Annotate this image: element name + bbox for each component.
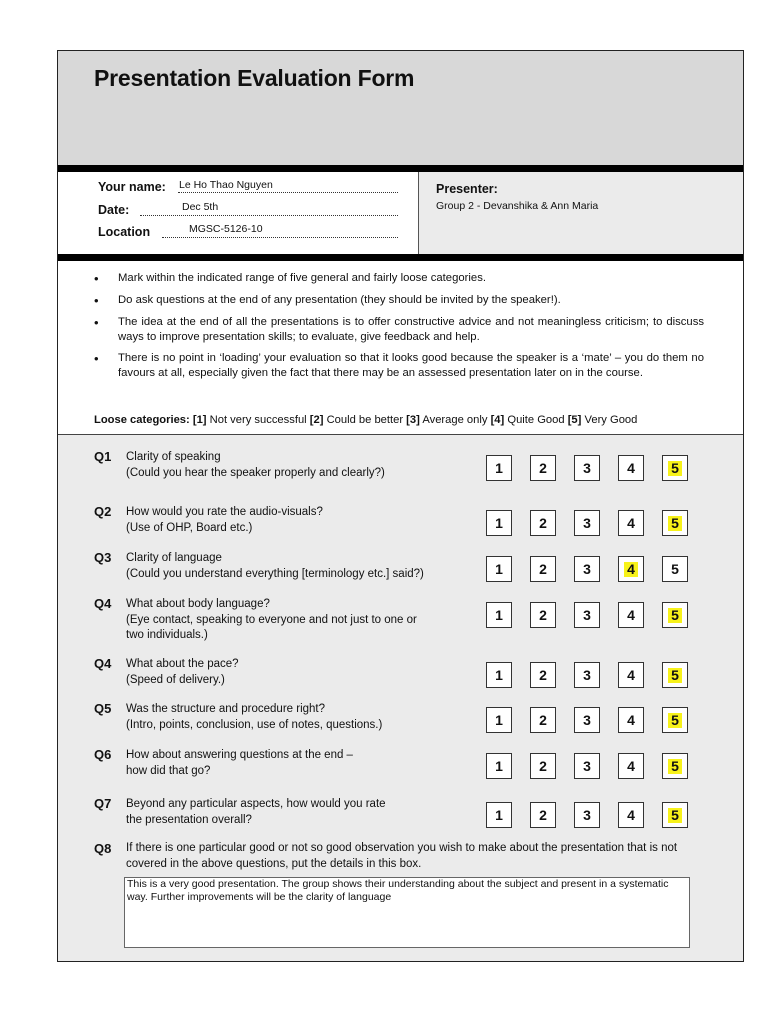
rating-value: 2 bbox=[539, 711, 547, 728]
question-line: two individuals.) bbox=[126, 629, 208, 641]
rating-box-3[interactable] bbox=[574, 602, 600, 628]
question-text bbox=[126, 748, 476, 779]
rating-value: 2 bbox=[539, 560, 547, 577]
rating-value: 4 bbox=[627, 757, 635, 774]
question-text bbox=[126, 551, 476, 582]
rating-box-1[interactable] bbox=[486, 455, 512, 481]
rating-value: 4 bbox=[627, 666, 635, 683]
rating-box-1[interactable] bbox=[486, 602, 512, 628]
rating-value: 1 bbox=[495, 806, 503, 823]
rating-value: 2 bbox=[539, 666, 547, 683]
rating-box-4[interactable] bbox=[618, 455, 644, 481]
rating-box-2[interactable] bbox=[530, 510, 556, 536]
rating-box-3[interactable] bbox=[574, 707, 600, 733]
rating-box-2[interactable] bbox=[530, 707, 556, 733]
rating-box-1[interactable] bbox=[486, 662, 512, 688]
rating-value: 5 bbox=[668, 461, 682, 476]
instructions bbox=[58, 261, 743, 408]
category-key: [5] bbox=[567, 414, 582, 426]
rating-value: 4 bbox=[627, 459, 635, 476]
question-line: (Could you hear the speaker properly and clearly?) bbox=[126, 466, 385, 479]
rating-box-3[interactable] bbox=[574, 662, 600, 688]
rating-value: 1 bbox=[495, 606, 503, 623]
category-key: [2] bbox=[309, 414, 324, 426]
rating-value: 5 bbox=[668, 759, 682, 774]
rating-value: 1 bbox=[495, 757, 503, 774]
rating-value: 5 bbox=[668, 608, 682, 623]
question-text bbox=[126, 597, 476, 644]
rating-value: 5 bbox=[668, 516, 682, 531]
rating-value: 3 bbox=[583, 514, 591, 531]
rating-box-5[interactable] bbox=[662, 662, 688, 688]
rating-value: 4 bbox=[627, 606, 635, 623]
rating-box-2[interactable] bbox=[530, 556, 556, 582]
category-key: [1] bbox=[192, 414, 207, 426]
rating-box-2[interactable] bbox=[530, 602, 556, 628]
rating-value: 3 bbox=[583, 666, 591, 683]
question-line: Clarity of speaking bbox=[126, 451, 221, 463]
question-number: Q5 bbox=[94, 701, 112, 716]
rating-value: 1 bbox=[495, 711, 503, 728]
rating-box-3[interactable] bbox=[574, 556, 600, 582]
question-line: Was the structure and procedure right? bbox=[126, 703, 326, 715]
question-number: Q3 bbox=[94, 550, 112, 565]
rating-box-5[interactable] bbox=[662, 556, 688, 582]
rating-value: 5 bbox=[671, 560, 679, 577]
question-number: Q6 bbox=[94, 747, 112, 762]
rating-box-3[interactable] bbox=[574, 802, 600, 828]
rating-value: 3 bbox=[583, 606, 591, 623]
question-text bbox=[126, 702, 476, 733]
question-line: How would you rate the audio-visuals? bbox=[126, 506, 323, 518]
divider bbox=[58, 165, 743, 172]
rating-box-5[interactable] bbox=[662, 510, 688, 536]
rating-value: 5 bbox=[668, 713, 682, 728]
category-text: Very Good bbox=[584, 414, 638, 426]
question-line: Beyond any particular aspects, how would you rate bbox=[126, 798, 386, 810]
instruction-item: • The idea at the end of all the presentations is to offer constructive advice and not meaningless criticism; to discuss ways to improve presentation skills; to evaluate, give feedback and help. bbox=[118, 315, 704, 345]
rating-box-2[interactable] bbox=[530, 753, 556, 779]
rating-value: 4 bbox=[627, 806, 635, 823]
categories-legend bbox=[58, 407, 743, 435]
rating-box-4[interactable] bbox=[618, 662, 644, 688]
rating-box-5[interactable] bbox=[662, 802, 688, 828]
rating-value: 4 bbox=[627, 514, 635, 531]
question-line: how did that go? bbox=[126, 764, 211, 777]
rating-value: 3 bbox=[583, 711, 591, 728]
location-line bbox=[162, 237, 398, 238]
rating-box-4[interactable] bbox=[618, 707, 644, 733]
question-line: Clarity of language bbox=[126, 552, 222, 564]
category-key: [4] bbox=[490, 414, 505, 426]
presenter-input[interactable]: Group 2 - Devanshika & Ann Maria bbox=[436, 200, 599, 212]
rating-value: 1 bbox=[495, 514, 503, 531]
rating-box-3[interactable] bbox=[574, 510, 600, 536]
rating-box-2[interactable] bbox=[530, 662, 556, 688]
rating-value: 2 bbox=[539, 806, 547, 823]
rating-box-3[interactable] bbox=[574, 455, 600, 481]
rating-box-5[interactable] bbox=[662, 455, 688, 481]
question-line: What about body language? bbox=[126, 598, 270, 610]
rating-box-5[interactable] bbox=[662, 707, 688, 733]
location-input[interactable]: MGSC-5126-10 bbox=[189, 223, 263, 235]
rating-box-2[interactable] bbox=[530, 802, 556, 828]
rating-box-3[interactable] bbox=[574, 753, 600, 779]
evaluation-form bbox=[57, 50, 744, 962]
question-number: Q1 bbox=[94, 449, 112, 464]
category-key: [3] bbox=[406, 414, 420, 426]
rating-value: 1 bbox=[495, 560, 503, 577]
rating-box-4[interactable] bbox=[618, 510, 644, 536]
rating-value: 3 bbox=[583, 560, 591, 577]
q8-text: If there is one particular good or not so good observation you wish to make about the presentation that is not covered in the above questions, put the details in this box. bbox=[126, 842, 678, 870]
presenter-panel bbox=[419, 172, 743, 254]
rating-box-4[interactable] bbox=[618, 753, 644, 779]
rating-value: 4 bbox=[627, 711, 635, 728]
question-line: (Use of OHP, Board etc.) bbox=[126, 521, 253, 534]
rating-value: 5 bbox=[668, 668, 682, 683]
rating-value: 2 bbox=[539, 606, 547, 623]
question-line: (Eye contact, speaking to everyone and not just to one or bbox=[126, 613, 417, 626]
question-text bbox=[126, 797, 476, 828]
rating-box-2[interactable] bbox=[530, 455, 556, 481]
question-text bbox=[126, 450, 476, 481]
question-number: Q4 bbox=[94, 656, 112, 671]
date-line bbox=[140, 215, 398, 216]
question-number: Q2 bbox=[94, 504, 112, 519]
category-text: Quite Good bbox=[507, 414, 565, 426]
rating-box-1[interactable] bbox=[486, 802, 512, 828]
instruction-item: • Do ask questions at the end of any presentation (they should be invited by the speaker!). bbox=[118, 293, 704, 308]
form-header bbox=[58, 51, 743, 165]
rating-value: 2 bbox=[539, 514, 547, 531]
info-fields bbox=[58, 172, 419, 254]
rating-box-5[interactable] bbox=[662, 753, 688, 779]
rating-value: 3 bbox=[583, 459, 591, 476]
question-line: How about answering questions at the end – bbox=[126, 749, 353, 761]
rating-value: 4 bbox=[624, 562, 638, 577]
rating-box-4[interactable] bbox=[618, 556, 644, 582]
question-line: (Could you understand everything [terminology etc.] said?) bbox=[126, 567, 424, 580]
rating-box-4[interactable] bbox=[618, 602, 644, 628]
question-number: Q8 bbox=[94, 841, 112, 856]
rating-box-1[interactable] bbox=[486, 556, 512, 582]
name-line bbox=[178, 192, 398, 193]
category-text: Not very successful bbox=[209, 414, 307, 426]
name-label: Your name: bbox=[98, 180, 166, 194]
location-label: Location bbox=[98, 225, 151, 239]
rating-box-1[interactable] bbox=[486, 707, 512, 733]
date-label: Date: bbox=[98, 203, 130, 217]
category-text: Could be better bbox=[326, 414, 404, 426]
question-text bbox=[126, 657, 476, 688]
question-line: the presentation overall? bbox=[126, 813, 252, 826]
question-number: Q7 bbox=[94, 796, 112, 811]
question-line: (Speed of delivery.) bbox=[126, 673, 225, 686]
rating-value: 1 bbox=[495, 459, 503, 476]
rating-box-1[interactable] bbox=[486, 753, 512, 779]
name-input[interactable]: Le Ho Thao Nguyen bbox=[179, 179, 273, 191]
comment-box[interactable]: This is a very good presentation. The group shows their understanding about the subject and present in a systematic way. Further improvements will be the clarity of language bbox=[124, 877, 690, 948]
rating-value: 3 bbox=[583, 806, 591, 823]
divider bbox=[58, 254, 743, 261]
presenter-label: Presenter: bbox=[436, 182, 498, 196]
page-title: Presentation Evaluation Form bbox=[94, 65, 415, 91]
rating-box-4[interactable] bbox=[618, 802, 644, 828]
question-text bbox=[126, 505, 476, 536]
categories-label: Loose categories: bbox=[94, 414, 190, 426]
question-number: Q4 bbox=[94, 596, 112, 611]
rating-value: 5 bbox=[668, 808, 682, 823]
question-line: (Intro, points, conclusion, use of notes, questions.) bbox=[126, 718, 383, 731]
rating-value: 2 bbox=[539, 757, 547, 774]
instruction-item: • Mark within the indicated range of five general and fairly loose categories. bbox=[118, 271, 704, 286]
instruction-item: • There is no point in ‘loading’ your evaluation so that it looks good because the speaker is a ‘mate’ – you do them no favours at all, especially given the fact that there may be an assessed presentation later on in the course. bbox=[118, 351, 704, 381]
rating-box-5[interactable] bbox=[662, 602, 688, 628]
rating-box-1[interactable] bbox=[486, 510, 512, 536]
rating-value: 1 bbox=[495, 666, 503, 683]
rating-value: 3 bbox=[583, 757, 591, 774]
question-line: What about the pace? bbox=[126, 658, 239, 670]
rating-value: 2 bbox=[539, 459, 547, 476]
category-text: Average only bbox=[422, 414, 488, 426]
date-input[interactable]: Dec 5th bbox=[182, 201, 219, 213]
